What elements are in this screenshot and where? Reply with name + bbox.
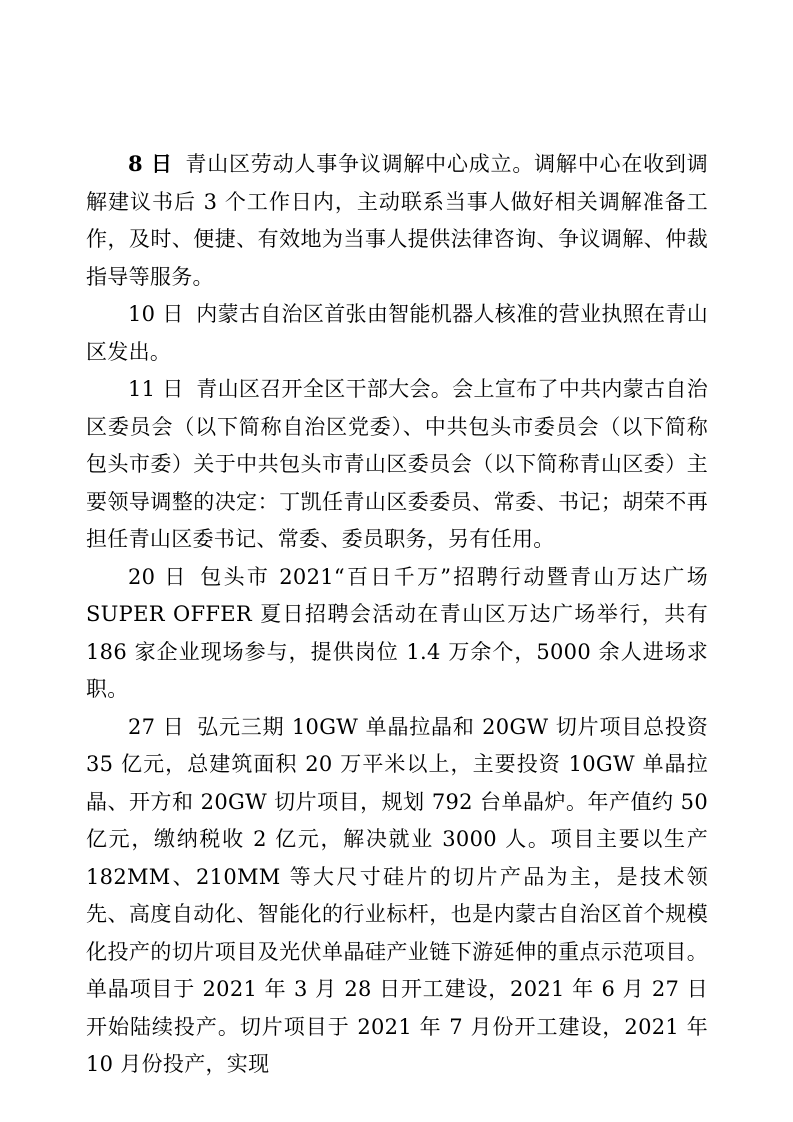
entry-text: 内蒙古自治区首张由智能机器人核准的营业执照在青山区发出。 <box>86 302 708 364</box>
entry-text: 包头市 2021“百日千万”招聘行动暨青山万达广场 SUPER OFFER 夏日招聘会活动在青山区万达广场举行，共有 186 家企业现场参与，提供岗位 1.4 万余个，5000 余人进场求职。 <box>86 564 708 701</box>
entry-day-10 <box>86 296 708 371</box>
entry-date: 8 日 <box>128 151 173 176</box>
entry-day-20 <box>86 559 708 709</box>
entry-day-8 <box>86 145 708 296</box>
document-body <box>86 145 708 1084</box>
entry-text: 弘元三期 10GW 单晶拉晶和 20GW 切片项目总投资 35 亿元，总建筑面积 20 万平米以上，主要投资 10GW 单晶拉晶、开方和 20GW 切片项目，规划 792 台单晶炉。年产值约 50 亿元，缴纳税收 2 亿元，解决就业 3000 人。项目主要以生产 182MM、210MM 等大尺寸硅片的切片产品为主，是技术领先、高度自动化、智能化的行业标杆，也是内蒙古自治区首个规模化投产的切片项目及光伏单晶硅产业链下游延伸的重点示范项目。单晶项目于 2021 年 3 月 28 日开工建设，2021 年 6 月 27 日开始陆续投产。切片项目于 2021 年 7 月份开工建设，2021 年 10 月份投产，实现 <box>86 714 708 1076</box>
entry-date: 20 日 <box>128 564 188 589</box>
entry-text: 青山区召开全区干部大会。会上宣布了中共内蒙古自治区委员会（以下简称自治区党委）、中共包头市委员会（以下简称包头市委）关于中共包头市青山区委员会（以下简称青山区委）主要领导调整的决定：丁凯任青山区委委员、常委、书记；胡荣不再担任青山区委书记、常委、委员职务，另有任用。 <box>86 377 708 551</box>
entry-day-11 <box>86 371 708 559</box>
entry-day-27 <box>86 709 708 1084</box>
entry-date: 10 日 <box>128 302 184 326</box>
entry-date: 27 日 <box>128 714 185 739</box>
entry-text: 青山区劳动人事争议调解中心成立。调解中心在收到调解建议书后 3 个工作日内，主动联系当事人做好相关调解准备工作，及时、便捷、有效地为当事人提供法律咨询、争议调解、仲裁指导等服务。 <box>86 152 709 289</box>
entry-date: 11 日 <box>128 377 184 401</box>
